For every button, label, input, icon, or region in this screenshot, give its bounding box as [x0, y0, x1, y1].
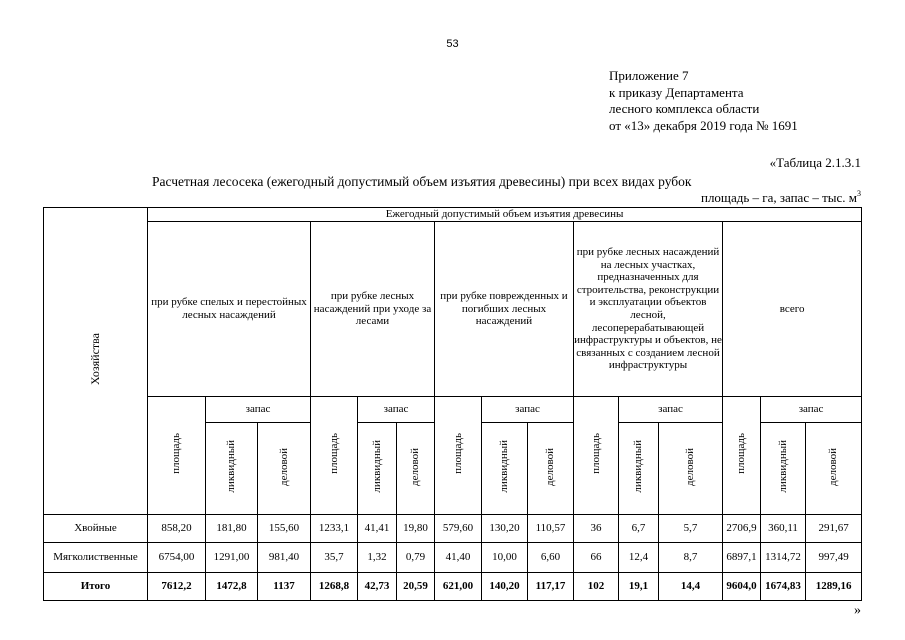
- cell: 2706,9: [723, 515, 761, 543]
- table-row: [44, 515, 862, 543]
- cell: 6754,00: [148, 543, 206, 573]
- table-row-total: [44, 573, 862, 601]
- cell: 20,59: [397, 573, 435, 601]
- business-header: деловой: [544, 447, 557, 486]
- cell: 6,60: [528, 543, 574, 573]
- area-header-cell: [311, 397, 358, 515]
- area-header: площадь: [735, 433, 748, 475]
- cell: 1268,8: [311, 573, 358, 601]
- cell: 579,60: [435, 515, 482, 543]
- approval-line: к приказу Департамента: [609, 84, 744, 100]
- units-superscript: 3: [857, 189, 861, 198]
- cell: 1137: [258, 573, 311, 601]
- units-text: площадь – га, запас – тыс. м: [700, 190, 857, 205]
- cell: 155,60: [258, 515, 311, 543]
- stock-header: запас: [619, 397, 723, 423]
- cell: 981,40: [258, 543, 311, 573]
- cell: 1233,1: [311, 515, 358, 543]
- cell: 360,11: [761, 515, 806, 543]
- cell: 41,41: [358, 515, 397, 543]
- area-header-cell: [435, 397, 482, 515]
- row-name: Итого: [44, 573, 148, 601]
- cell: 14,4: [659, 573, 723, 601]
- area-header-cell: [148, 397, 206, 515]
- liquid-header: ликвидный: [776, 440, 789, 493]
- cell: 1674,83: [761, 573, 806, 601]
- cell: 7612,2: [148, 573, 206, 601]
- cell: 1291,00: [206, 543, 258, 573]
- area-header: площадь: [170, 433, 183, 475]
- liquid-header-cell: [619, 423, 659, 515]
- business-header: деловой: [277, 447, 290, 486]
- stock-header: запас: [206, 397, 311, 423]
- business-header: деловой: [827, 447, 840, 486]
- liquid-header: ликвидный: [370, 440, 383, 493]
- area-header: площадь: [327, 433, 340, 475]
- table-reference: «Таблица 2.1.3.1: [769, 155, 861, 170]
- farms-header: Хозяйства: [88, 333, 103, 386]
- business-header: деловой: [684, 447, 697, 486]
- cell: 997,49: [806, 543, 862, 573]
- liquid-header-cell: [761, 423, 806, 515]
- row-name: Хвойные: [44, 515, 148, 543]
- cell: 6897,1: [723, 543, 761, 573]
- units-note: [701, 190, 861, 206]
- row-name: Мягколиственные: [44, 543, 148, 573]
- cell: 66: [574, 543, 619, 573]
- cell: 130,20: [482, 515, 528, 543]
- cell: 621,00: [435, 573, 482, 601]
- cell: 0,79: [397, 543, 435, 573]
- stock-header: запас: [482, 397, 574, 423]
- approval-line: Приложение 7: [609, 68, 689, 83]
- cell: 19,1: [619, 573, 659, 601]
- document-title: Расчетная лесосека (ежегодный допустимый объем изъятия древесины) при всех видах рубок: [152, 174, 692, 189]
- cell: 8,7: [659, 543, 723, 573]
- liquid-header-cell: [206, 423, 258, 515]
- group-damaged-header: при рубке поврежденных и погибших лесных насаждений: [435, 222, 574, 397]
- cell: 140,20: [482, 573, 528, 601]
- group-care-header: при рубке лесных насаждений при уходе за лесами: [311, 222, 435, 397]
- cell: 1,32: [358, 543, 397, 573]
- cell: 41,40: [435, 543, 482, 573]
- cell: 6,7: [619, 515, 659, 543]
- closing-quote: »: [854, 603, 861, 618]
- cell: 19,80: [397, 515, 435, 543]
- stock-header: запас: [761, 397, 862, 423]
- liquid-header: ликвидный: [498, 440, 511, 493]
- group-total-header: всего: [723, 222, 862, 397]
- area-header-cell: [723, 397, 761, 515]
- area-header-cell: [574, 397, 619, 515]
- cell: 42,73: [358, 573, 397, 601]
- approval-block: [609, 68, 798, 134]
- farms-header-cell: [44, 208, 148, 515]
- cell: 12,4: [619, 543, 659, 573]
- cell: 35,7: [311, 543, 358, 573]
- cell: 1472,8: [206, 573, 258, 601]
- cell: 858,20: [148, 515, 206, 543]
- cell: 5,7: [659, 515, 723, 543]
- group-header: Ежегодный допустимый объем изъятия древесины: [148, 208, 862, 222]
- cell: 110,57: [528, 515, 574, 543]
- group-construction-header: при рубке лесных насаждений на лесных участках, предназначенных для строительства, реконструкции и эксплуатации объектов лесной, лесоперерабатывающей инфраструктуры и объектов, не связанных с созданием лесной инфраструктуры: [574, 222, 723, 397]
- page-number: 53: [446, 38, 459, 50]
- cell: 1289,16: [806, 573, 862, 601]
- stock-header: запас: [358, 397, 435, 423]
- cell: 10,00: [482, 543, 528, 573]
- cell: 291,67: [806, 515, 862, 543]
- allowable-cut-table: [43, 207, 862, 601]
- area-header: площадь: [589, 433, 602, 475]
- liquid-header-cell: [482, 423, 528, 515]
- table-row: [44, 543, 862, 573]
- cell: 181,80: [206, 515, 258, 543]
- business-header-cell: [258, 423, 311, 515]
- cell: 102: [574, 573, 619, 601]
- cell: 117,17: [528, 573, 574, 601]
- business-header-cell: [528, 423, 574, 515]
- business-header-cell: [659, 423, 723, 515]
- liquid-header: ликвидный: [225, 440, 238, 493]
- business-header-cell: [806, 423, 862, 515]
- business-header-cell: [397, 423, 435, 515]
- liquid-header: ликвидный: [632, 440, 645, 493]
- cell: 1314,72: [761, 543, 806, 573]
- area-header: площадь: [451, 433, 464, 475]
- approval-line: от «13» декабря 2019 года № 1691: [609, 117, 798, 133]
- business-header: деловой: [409, 447, 422, 486]
- liquid-header-cell: [358, 423, 397, 515]
- group-mature-header: при рубке спелых и перестойных лесных насаждений: [148, 222, 311, 397]
- approval-line: лесного комплекса области: [609, 101, 760, 116]
- cell: 36: [574, 515, 619, 543]
- cell: 9604,0: [723, 573, 761, 601]
